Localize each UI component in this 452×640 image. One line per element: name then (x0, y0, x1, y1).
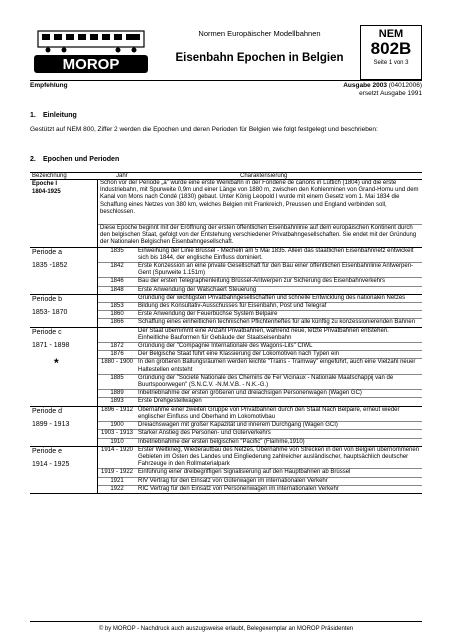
event-description: Übernahme einer zweiten Gruppe von Privatbahnen durch den Staat Nach Belpaire, erneut wieder englischer Einfluss und Oberhand im Lokomotivbau (138, 406, 400, 420)
event-description: Inbetriebnahme der ersten größeren und dreiachsigen Personenwagen (Wagen GC) (138, 390, 362, 397)
event-description: Gründung der wichtigsten Privatbahngesellschaften und schnelle Entwicklung des nationalen Netzes (138, 294, 406, 301)
event-row (98, 422, 422, 430)
event-description: Schaffung eines einheitlichen technischen Pflichtenheftes für alle künftig zu konzessionierenden Bahnen (138, 319, 416, 326)
event-row (98, 398, 422, 405)
period-row (30, 328, 422, 407)
event-description: RIC Vertrag für den Einsatz von Personenwagen im internationalen Verkehr (138, 485, 339, 492)
event-year: 1900 (110, 422, 124, 429)
period-name: Periode c (32, 328, 62, 336)
event-year: 1842 (110, 263, 124, 270)
period-label-cell (30, 447, 98, 493)
period-range: 1835 -1852 (32, 261, 68, 269)
period-label-cell (30, 248, 98, 294)
period-name: Periode d (32, 407, 62, 415)
event-row (98, 351, 422, 359)
asterisk-marker: * (54, 355, 59, 370)
document-title: Eisenbahn Epochen in Belgien (175, 52, 344, 64)
section-heading (30, 112, 77, 119)
event-description: Erste Anwendung der Walschaert Steuerung (138, 286, 257, 293)
event-row (98, 278, 422, 286)
intro-paragraph: Gestützt auf NEM 800, Ziffer 2 werden die Epochen und deren Perioden für Belgien wie folgt festgelegt und beschrieben: (30, 126, 378, 133)
period-row (30, 295, 422, 328)
column-header: Charakterisierung (240, 173, 288, 179)
event-year: 1903 - 1913 (100, 430, 134, 437)
column-header: Jahr (116, 173, 128, 179)
event-year: 1914 - 1920 (100, 446, 134, 453)
event-row (98, 287, 422, 294)
period-name: Epoche I (32, 181, 58, 187)
event-description: Erster Weltkrieg, Wiederaufbau des Netzes, Übernahme von Strecken in den von Belgien übernommenen Gebieten im Osten des Landes und Eingliederung zahlreicher ausländischer, hauptsächlich deutscher Fahrzeuge in den Rollmaterialpark (138, 446, 420, 468)
period-row (30, 248, 422, 295)
edition-label: Ausgabe 2003 (343, 82, 387, 89)
event-row (98, 319, 422, 326)
organization-name: Normen Europäischer Modellbahnen (198, 29, 321, 38)
event-description: Gründung der "Societé Nationale des Chemins de Fer Vicinaux - Nationale Maatschappij van de Buurtspoorwegen" (S.N.C.V. -N.M.V.B. - N.K.-G.) (138, 374, 394, 389)
nem-label: NEM (378, 28, 404, 40)
page-indicator: Seite 1 von 3 (373, 60, 409, 66)
period-name: Periode b (32, 295, 62, 303)
event-year: 1919 - 1922 (100, 469, 134, 476)
event-row (98, 390, 422, 398)
event-description: Bildung des Konsultativ-Ausschusses für Eisenbahn, Post und Telegraf (138, 303, 327, 310)
event-year: 1846 (110, 278, 124, 285)
event-year: 1922 (110, 485, 124, 492)
period-range: 1804-1925 (32, 189, 61, 195)
event-row (98, 447, 422, 470)
document-header (30, 25, 422, 80)
header-rule (30, 80, 422, 81)
edition-date: (04012006) (388, 82, 422, 89)
event-row (98, 303, 422, 311)
event-row (98, 486, 422, 493)
event-description: In den größeren Ballungsräumen werden leichte "Trains - Tramway" eingeführt, auch eine Vielzahl neuer Haltestellen entsteht (138, 359, 416, 373)
event-description: Erste Anwendung der Feuerbüchse System Belpaire (138, 311, 278, 318)
event-year: 1835 (110, 247, 124, 254)
event-description: Dreiachswagen mit großer Kapazität und innerem Durchgang (Wagen GCI) (138, 422, 338, 429)
event-year: 1880 - 1900 (100, 359, 134, 366)
section-heading (30, 156, 119, 163)
period-row (30, 447, 422, 494)
event-row (98, 343, 422, 351)
event-row (98, 311, 422, 319)
period-name: Periode e (32, 447, 62, 455)
event-description: Starker Anstieg des Personen- und Güterverkehrs (138, 430, 271, 437)
period-label-cell (30, 180, 98, 247)
recommendation-label: Empfehlung (30, 82, 68, 89)
event-row (98, 225, 422, 247)
section-title: Einleitung (43, 112, 77, 119)
period-label-cell (30, 295, 98, 327)
event-description: Inbetriebnahme der ersten belgischen "Pacific" (Flamme,1910) (138, 438, 305, 445)
event-year: 1876 (110, 351, 124, 358)
event-description: Einweihung der Linie Brüssel - Mecheln am 5 Mai 1835. Allein das staatlichen Eisenbahnnetz entwickelt sich bis 1844, der englische Einfluss dominiert. (138, 247, 414, 261)
event-year: 1872 (110, 343, 124, 350)
period-row (30, 407, 422, 447)
event-year: 1848 (110, 286, 124, 293)
table-body (30, 180, 422, 494)
section-title: Epochen und Perioden (43, 156, 120, 163)
event-row (98, 430, 422, 438)
period-name: Periode a (32, 248, 62, 256)
period-range: 1899 - 1913 (32, 420, 70, 428)
event-description: Schon vor der Periode „a" wurde eine erste Werkbahn in der Fonderie de canons in Lüttich (1804) und die erste Industriebahn, mit Spurweite 0,9m und einer Länge von 1880 m, zwischen den Kohlenminen von Grand-Hornu und dem Kanal von Mons nach Condé (1830) gebaut. Unter König Leopold I wurde mit einem Gesetz vom 1. Mai 1834 die Schaffung eines Netzes von 380 km, welches Belgien mit Frankreich, Preussen und England verbinden soll, beschlossen. (100, 180, 419, 215)
event-description: Gründung der "Compagnie Internationale des Wagons-Lits" CIWL (138, 343, 313, 350)
period-label-cell (30, 328, 98, 406)
event-row (98, 359, 422, 374)
nem-number-box (360, 25, 422, 80)
event-description: Einführung einer dreibegriffigen Signalisierung auf den Hauptbahnen ab Brüssel (138, 469, 351, 476)
header-center (162, 25, 357, 64)
nem-number: 802B (370, 39, 412, 58)
event-row (98, 478, 422, 486)
event-description: Diese Epoche beginnt mit der Eröffnung der ersten öffentlichen Eisenbahnlinie auf dem europäischen Kontinent durch den belgischen Staat, gefolgt von der Entstehung verschiedener Privatbahngesellschaften. Sie endet mit der Gründung der Nationalen Belgischen Eisenbahngesellschaft. (100, 225, 417, 246)
event-row (98, 439, 422, 446)
event-row (98, 295, 422, 303)
event-row (98, 263, 422, 278)
period-range: 1914 - 1925 (32, 460, 70, 468)
event-description: Der Belgische Staat führt eine Klassierung der Lokomotiven nach Typen ein (138, 351, 340, 358)
event-year: 1896 - 1912 (100, 406, 134, 413)
event-row (98, 375, 422, 390)
event-year: 1893 (110, 398, 124, 405)
event-description: Erste Konzession an eine private Gesellschaft für den Bau einer öffentlichen Eisenbahnlinie Antwerpen-Gent (Spurweite 1.151m) (138, 263, 414, 277)
footer-rule (30, 621, 422, 622)
event-year: 1853 (110, 303, 124, 310)
event-year: 1921 (110, 477, 124, 484)
column-header: Bezeichnung (32, 173, 67, 179)
event-row (98, 180, 422, 225)
event-year: 1866 (110, 319, 124, 326)
period-range: 1871 - 1898 (32, 341, 70, 349)
event-row (98, 407, 422, 422)
period-row (30, 180, 422, 248)
event-row (98, 469, 422, 477)
period-range: 1853- 1870 (32, 308, 68, 316)
event-year: 1885 (110, 374, 124, 381)
event-description: Bau der ersten Telegraphenleitung Brüssel-Antwerpen zur Sicherung des Eisenbahnverkehrs (138, 278, 386, 285)
event-description: Der Staat übernimmt eine Anzahl Privatbahnen, während neue, letzte Privatbahnen entstehen. Einheitliche Bauformen für Gebäude der Staatseisenbahn (138, 327, 389, 341)
event-description: Erste Drehgestellwagen (138, 398, 202, 405)
section-number: 2. (30, 156, 36, 163)
morop-logo-icon (32, 29, 150, 75)
edition-info (343, 82, 422, 98)
event-row (98, 328, 422, 343)
epoch-table (30, 172, 422, 494)
period-label-cell (30, 407, 98, 446)
event-year: 1889 (110, 390, 124, 397)
replaces-label: ersetzt Ausgabe 1991 (359, 90, 422, 97)
event-year: 1910 (110, 438, 124, 445)
event-year: 1860 (110, 311, 124, 318)
section-number: 1. (30, 112, 36, 119)
event-row (98, 248, 422, 263)
svg-text:MOROP: MOROP (62, 56, 120, 73)
event-description: RIV Vertrag für den Einsatz von Güterwagen im internationalen Verkehr (138, 477, 328, 484)
table-header (30, 172, 422, 180)
footer-copyright: © by MOROP - Nachdruck auch auszugsweise erlaubt, Belegexemplar an MOROP Präsidenten (98, 626, 354, 632)
